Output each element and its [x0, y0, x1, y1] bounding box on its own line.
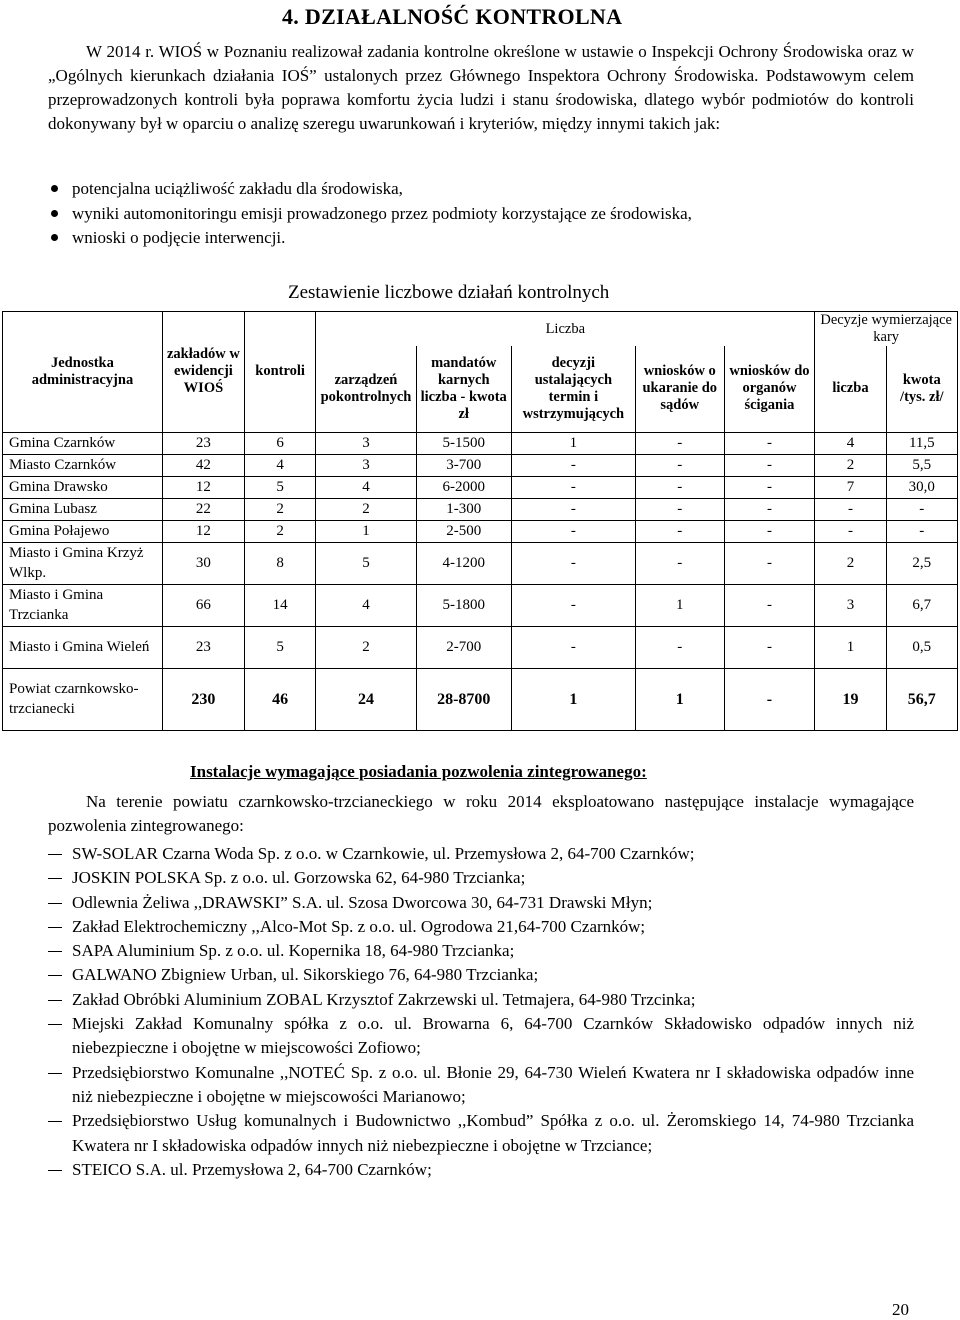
- table-cell: 2-700: [416, 626, 511, 668]
- table-cell: -: [511, 476, 635, 498]
- table-cell: -: [635, 542, 724, 584]
- table-cell: 2: [244, 498, 315, 520]
- table-cell: 12: [162, 520, 244, 542]
- table-cell: 2,5: [886, 542, 957, 584]
- total-cell: 1: [635, 668, 724, 730]
- header-decyzje-kwota: kwota /tys. zł/: [886, 346, 957, 432]
- table-cell: 5-1500: [416, 432, 511, 454]
- installation-item: [48, 915, 914, 939]
- table-cell: 1: [815, 626, 886, 668]
- header-decyzji: decyzji ustalających termin i wstrzymujących: [511, 346, 635, 432]
- row-unit: Gmina Połajewo: [3, 520, 163, 542]
- table-body: [3, 432, 958, 730]
- installation-text: Odlewnia Żeliwa ,,DRAWSKI” S.A. ul. Szosa Dworcowa 30, 64-731 Drawski Młyn;: [72, 892, 653, 912]
- header-kontroli: kontroli: [244, 312, 315, 433]
- installation-text: Przedsiębiorstwo Usług komunalnych i Budownictwo ,,Kombud” Spółka z o.o. ul. Żeromskiego 14, 74-980 Trzcianka Kwatera nr I składowiska odpadów innych niż niebezpieczne i obojętne w Trzciance;: [72, 1111, 914, 1155]
- table-cell: 30,0: [886, 476, 957, 498]
- table-cell: -: [724, 520, 815, 542]
- table-cell: -: [886, 520, 957, 542]
- installation-item: [48, 988, 914, 1012]
- table-row: [3, 584, 958, 626]
- table-cell: 1: [511, 432, 635, 454]
- table-cell: 6-2000: [416, 476, 511, 498]
- table-cell: -: [724, 584, 815, 626]
- table-cell: -: [635, 432, 724, 454]
- row-unit: Miasto Czarnków: [3, 454, 163, 476]
- table-cell: 22: [162, 498, 244, 520]
- table-cell: 0,5: [886, 626, 957, 668]
- criteria-text: wyniki automonitoringu emisji prowadzonego przez podmioty korzystające ze środowiska,: [72, 203, 692, 223]
- dash-icon: [48, 1170, 62, 1171]
- criteria-item: [48, 226, 692, 251]
- table-cell: -: [724, 432, 815, 454]
- table-cell: 1-300: [416, 498, 511, 520]
- table-cell: 11,5: [886, 432, 957, 454]
- installation-text: SAPA Aluminium Sp. z o.o. ul. Kopernika 18, 64-980 Trzcianka;: [72, 941, 515, 961]
- table-cell: 8: [244, 542, 315, 584]
- table-cell: 4: [815, 432, 886, 454]
- table-title: Zestawienie liczbowe działań kontrolnych: [288, 282, 610, 303]
- header-unit: Jednostka administracyjna: [3, 312, 163, 433]
- total-cell: 1: [511, 668, 635, 730]
- bullet-icon: [51, 185, 58, 192]
- table-cell: 6: [244, 432, 315, 454]
- total-cell: 230: [162, 668, 244, 730]
- installation-item: [48, 891, 914, 915]
- header-wnioskow-organow: wniosków do organów ścigania: [724, 346, 815, 432]
- row-unit: Miasto i Gmina Krzyż Wlkp.: [3, 542, 163, 584]
- total-cell: -: [724, 668, 815, 730]
- table-cell: 66: [162, 584, 244, 626]
- header-decyzje-group: [815, 312, 958, 347]
- table-cell: 3: [815, 584, 886, 626]
- table-cell: -: [635, 520, 724, 542]
- table-cell: -: [635, 454, 724, 476]
- table-cell: 3: [316, 432, 416, 454]
- table-cell: -: [511, 520, 635, 542]
- installation-item: [48, 866, 914, 890]
- table-cell: 5: [244, 626, 315, 668]
- table-cell: -: [635, 626, 724, 668]
- row-unit: Miasto i Gmina Wieleń: [3, 626, 163, 668]
- dash-icon: [48, 927, 62, 928]
- dash-icon: [48, 1024, 62, 1025]
- criteria-text: potencjalna uciążliwość zakładu dla środowiska,: [72, 179, 403, 198]
- table-cell: 2: [316, 498, 416, 520]
- header-decyzje-liczba: liczba: [815, 346, 886, 432]
- header-zarzadzen: zarządzeń pokontrolnych: [316, 346, 416, 432]
- table-cell: 3-700: [416, 454, 511, 476]
- table-cell: 2: [316, 626, 416, 668]
- criteria-list: [48, 177, 692, 251]
- dash-icon: [48, 1000, 62, 1001]
- installation-item: [48, 1158, 914, 1182]
- table-cell: 1: [316, 520, 416, 542]
- total-cell: 46: [244, 668, 315, 730]
- table-cell: -: [724, 498, 815, 520]
- table-cell: -: [511, 584, 635, 626]
- dash-icon: [48, 1121, 62, 1122]
- total-cell: 19: [815, 668, 886, 730]
- header-zakladow: zakładów w ewidencji WIOŚ: [162, 312, 244, 433]
- table-cell: -: [815, 498, 886, 520]
- table-row: [3, 432, 958, 454]
- intro-paragraph: W 2014 r. WIOŚ w Poznaniu realizował zadania kontrolne określone w ustawie o Inspekcji Ochrony Środowiska oraz w „Ogólnych kierunkach działania IOŚ” ustalonych przez Głównego Inspektora Ochrony Środowiska. Podstawowym celem przeprowadzonych kontroli była poprawa komfortu życia ludzi i stanu środowiska, dlatego wybór podmiotów do kontroli dokonywany był w oparciu o analizę szeregu uwarunkowań i kryteriów, między innymi takich jak:: [48, 42, 914, 133]
- table-cell: -: [511, 542, 635, 584]
- criteria-item: [48, 177, 692, 202]
- inspection-summary-table: [2, 311, 958, 731]
- table-cell: -: [635, 476, 724, 498]
- table-cell: -: [724, 454, 815, 476]
- installation-item: [48, 1061, 914, 1110]
- bullet-icon: [51, 210, 58, 217]
- total-cell: 56,7: [886, 668, 957, 730]
- table-cell: -: [511, 498, 635, 520]
- table-cell: 5-1800: [416, 584, 511, 626]
- table-cell: 6,7: [886, 584, 957, 626]
- dash-icon: [48, 975, 62, 976]
- installation-text: Przedsiębiorstwo Komunalne ,,NOTEĆ Sp. z o.o. ul. Błonie 29, 64-730 Wieleń Kwatera nr I składowiska odpadów inne niż niebezpieczne i obojętne w miejscowości Marianowo;: [72, 1062, 914, 1106]
- installation-item: [48, 939, 914, 963]
- criteria-text: wnioski o podjęcie interwencji.: [72, 228, 286, 247]
- installation-item: [48, 1109, 914, 1158]
- installation-text: SW-SOLAR Czarna Woda Sp. z o.o. w Czarnkowie, ul. Przemysłowa 2, 64-700 Czarnków;: [72, 844, 695, 863]
- table-row: [3, 476, 958, 498]
- table-cell: 4: [244, 454, 315, 476]
- table-cell: 5: [316, 542, 416, 584]
- dash-icon: [48, 951, 62, 952]
- section-title: Instalacje wymagające posiadania pozwolenia zintegrowanego:: [190, 762, 647, 781]
- dash-icon: [48, 903, 62, 904]
- table-cell: 4-1200: [416, 542, 511, 584]
- table-cell: 2: [244, 520, 315, 542]
- total-cell: 28-8700: [416, 668, 511, 730]
- table-cell: 7: [815, 476, 886, 498]
- page-heading: 4. DZIAŁALNOŚĆ KONTROLNA: [282, 4, 623, 29]
- table-cell: -: [815, 520, 886, 542]
- table-cell: 23: [162, 626, 244, 668]
- total-cell: 24: [316, 668, 416, 730]
- installation-item: [48, 1012, 914, 1061]
- table-cell: 1: [635, 584, 724, 626]
- installation-text: Miejski Zakład Komunalny spółka z o.o. ul. Browarna 6, 64-700 Czarnków Składowisko odpadów innych niż niebezpieczne i obojętne w miejscowości Zofiowo;: [72, 1014, 914, 1058]
- table-row: [3, 498, 958, 520]
- row-unit: Gmina Lubasz: [3, 498, 163, 520]
- dash-icon: [48, 1073, 62, 1074]
- bullet-icon: [51, 234, 58, 241]
- table-row: [3, 542, 958, 584]
- installation-text: JOSKIN POLSKA Sp. z o.o. ul. Gorzowska 62, 64-980 Trzcianka;: [72, 868, 526, 888]
- installations-list: [48, 842, 914, 1182]
- table-cell: -: [724, 542, 815, 584]
- header-wnioskow-ukaranie: wniosków o ukaranie do sądów: [635, 346, 724, 432]
- table-cell: 42: [162, 454, 244, 476]
- installation-text: Zakład Obróbki Aluminium ZOBAL Krzysztof Zakrzewski ul. Tetmajera, 64-980 Trzcinka;: [72, 989, 696, 1009]
- row-unit: Gmina Czarnków: [3, 432, 163, 454]
- header-liczba-group: Liczba: [316, 312, 815, 347]
- total-row: [3, 668, 958, 730]
- section-intro: Na terenie powiatu czarnkowsko-trzcianeckiego w roku 2014 eksploatowano następujące instalacje wymagające pozwolenia zintegrowanego:: [48, 792, 914, 835]
- dash-icon: [48, 854, 62, 855]
- table-cell: 5: [244, 476, 315, 498]
- table-cell: 4: [316, 584, 416, 626]
- table-cell: -: [724, 476, 815, 498]
- table-cell: 2-500: [416, 520, 511, 542]
- table-cell: 3: [316, 454, 416, 476]
- table-cell: 2: [815, 454, 886, 476]
- criteria-item: [48, 202, 692, 227]
- header-row: [3, 312, 958, 347]
- table-cell: 30: [162, 542, 244, 584]
- row-unit: Miasto i Gmina Trzcianka: [3, 584, 163, 626]
- installation-item: [48, 842, 914, 866]
- table-row: [3, 454, 958, 476]
- table-row: [3, 626, 958, 668]
- table-cell: 5,5: [886, 454, 957, 476]
- table-cell: -: [511, 626, 635, 668]
- table-cell: -: [724, 626, 815, 668]
- header-decyzje-text: Decyzje wymierzające kary: [820, 312, 952, 345]
- installation-text: STEICO S.A. ul. Przemysłowa 2, 64-700 Czarnków;: [72, 1159, 432, 1179]
- table-cell: 14: [244, 584, 315, 626]
- table-cell: -: [635, 498, 724, 520]
- table-cell: 4: [316, 476, 416, 498]
- header-mandatow: mandatów karnych liczba - kwota zł: [416, 346, 511, 432]
- dash-icon: [48, 878, 62, 879]
- table-cell: -: [511, 454, 635, 476]
- installation-text: GALWANO Zbigniew Urban, ul. Sikorskiego 76, 64-980 Trzcianka;: [72, 965, 539, 985]
- table-cell: 2: [815, 542, 886, 584]
- row-unit: Gmina Drawsko: [3, 476, 163, 498]
- installation-item: [48, 963, 914, 987]
- table-cell: 12: [162, 476, 244, 498]
- total-unit: Powiat czarnkowsko-trzcianecki: [3, 668, 163, 730]
- installation-text: Zakład Elektrochemiczny ,,Alco-Mot Sp. z o.o. ul. Ogrodowa 21,64-700 Czarnków;: [72, 916, 646, 936]
- table-cell: -: [886, 498, 957, 520]
- table-row: [3, 520, 958, 542]
- table-cell: 23: [162, 432, 244, 454]
- page-number: 20: [892, 1300, 909, 1319]
